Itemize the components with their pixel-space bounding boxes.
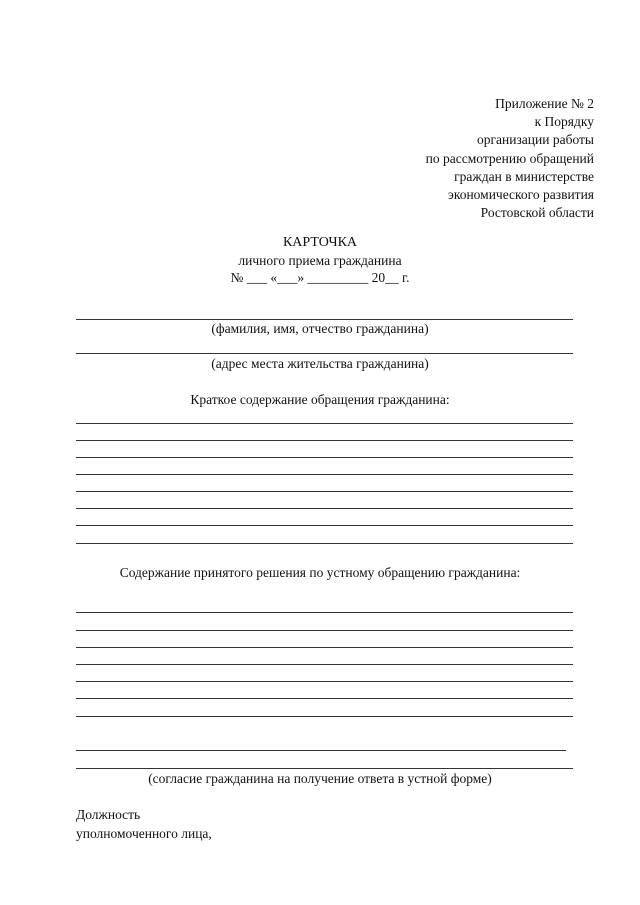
card-number-line: № ___ «___» _________ 20__ г. [230,270,410,285]
address-line [76,353,573,354]
summary-line [76,440,573,441]
fio-line [76,319,573,320]
decision-line [76,681,573,682]
appendix-line: граждан в министерстве [454,168,594,184]
summary-line [76,423,573,424]
appendix-line: по рассмотрению обращений [425,150,594,166]
card-title: КАРТОЧКА [282,235,358,250]
consent-line [76,768,573,769]
summary-line [76,491,573,492]
consent-caption: (согласие гражданина на получение ответа в устной форме) [148,771,492,786]
appendix-line: Ростовской области [480,205,594,221]
decision-line [76,716,573,717]
appendix-line: к Порядку [534,114,594,130]
fio-caption: (фамилия, имя, отчество гражданина) [211,321,429,336]
signature-authorized-label: уполномоченного лица, [76,826,212,841]
summary-line [76,543,573,544]
address-caption: (адрес места жительства гражданина) [211,356,429,371]
appendix-line: Приложение № 2 [495,96,594,111]
decision-heading: Содержание принятого решения по устному обращению гражданина: [119,565,521,580]
appendix-line: экономического развития [448,187,594,203]
card-title-block [0,234,640,287]
decision-line [76,647,573,648]
summary-line [76,508,573,509]
appendix-header [426,95,594,222]
summary-line [76,474,573,475]
summary-heading: Краткое содержание обращения гражданина: [190,392,450,407]
appendix-line: организации работы [476,132,594,148]
summary-line [76,457,573,458]
decision-line [76,664,573,665]
decision-line [76,698,573,699]
summary-line [76,525,573,526]
decision-line [76,612,573,613]
card-subtitle: личного приема гражданина [238,252,402,268]
consent-signature-line [76,750,566,751]
decision-line [76,630,573,631]
signature-position-label: Должность [76,807,141,822]
